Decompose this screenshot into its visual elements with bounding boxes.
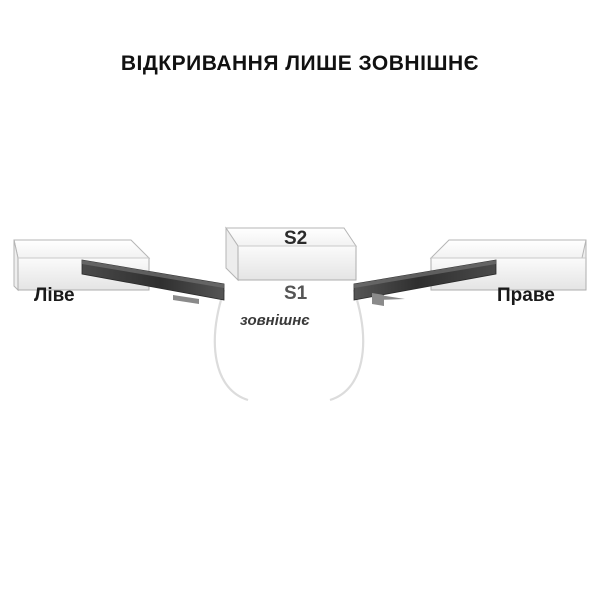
left-leaf-label: Ліве xyxy=(34,285,75,306)
s1-label: S1 xyxy=(284,283,308,304)
right-swing-arc xyxy=(330,290,363,400)
right-door-slab xyxy=(431,240,586,290)
page-title: ВІДКРИВАННЯ ЛИШЕ ЗОВНІШНЄ xyxy=(120,52,480,75)
left-swing-arc xyxy=(215,290,248,400)
swing-arc-group xyxy=(215,290,363,400)
s1-sublabel: зовнішнє xyxy=(240,312,310,329)
right-leaf-label: Праве xyxy=(497,285,555,306)
s2-label: S2 xyxy=(284,228,308,249)
